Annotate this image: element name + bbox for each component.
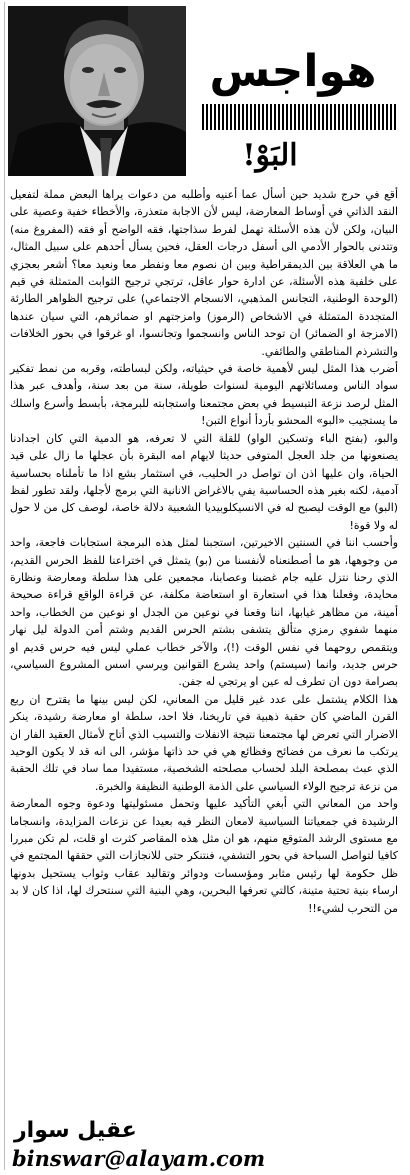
paragraph: أقع في حرج شديد حين أسأل عما أعنيه وأطلبه من دعوات يراها البعض مملة لتفعيل النقد الذاتي في أوساط المعارضة، ليس لأن الاجابة متعذرة، والأخطاء خفية وعصية على البيان، ولكن لأن هذه الأسئلة تهمل لفرط سذاجتها، فقه الواضح أو فقه (المفروغ منه) وتتدنى بالحوار الأدمي الى أسفل درجات العقل، فحين يسأل أحدهم على سبيل المثال، ما هي العلاقة بين الديمقراطية وبين ان نصوم معا ونفطر معا ونعيد معا؟ أشعر بعجزي على خلفية هذه الأسئلة، عن ادارة حوار عاقل، ترتجي ترجيح الثوابت المتمثلة في قيم (الوحدة الوطنية، التجانس المذهبي، الانسجام الاجتماعي) على ترجيح الظواهر الطارئة المتجددة المتمثلة في الاشخاص (الرموز) وامزجتهم او ضمائرهم، التي سيان عندها (الامزجة او الضمائر) ان توحد الناس وانسجموا وتجانسوا، او غرقوا في بحور الخلافات والتشرذم المناطقي والطائفي. (10, 188, 398, 358)
author-photo (8, 6, 186, 176)
author-name: عقيل سوار (14, 1118, 137, 1143)
column-title: هواجس (209, 46, 377, 97)
paragraph: والبو، (بفتح الباء وتسكين الواو) للقلة التي لا تعرفه، هو الدمية التي كان اجدادنا يصنعونها من جلد العجل المتوفى حديثا لايهام امه البقرة بأن عجلها ما زال على قيد الحياة، وان عليها اذن ان تواصل در الحليب، في استثمار بشع اذا ما تأملناه بحساسية آدمية، لكنه بغير هذه الحساسية يفي بالاغراض الانانية التي برمج لأجلها، ولقد تطور لفظ (البو) مع الوقت ليصبح له في الانسيكلوبيديا الشعبية دلالة خاصة، لوصف كل من لا حول له ولا قوة! (10, 431, 398, 532)
column-title-bar (202, 104, 396, 130)
author-email[interactable]: binswar@alayam.com (12, 1146, 266, 1171)
author-portrait-image (8, 6, 186, 176)
print-bleed-mark (324, 1146, 404, 1166)
article-body (10, 186, 398, 917)
paragraph: أضرب هذا المثل ليس لأهمية خاصة في حيثياته، ولكن لبساطته، وقربه من نمط تفكير سواد الناس ومسائلاتهم اليومية لسنوات طويلة، سنة من بعد سنة، وأهدف عبر هذا المثل لرصد نزعة التبسيط في بعض مجتمعنا واستجابته للبرمجة، بأبسط وأسرع واسلك ما يستجيب «البو» المحشو بأردأ أنواع التبن! (10, 362, 398, 428)
paragraph: واحد من المعاني التي أبغي التأكيد عليها وتحمل مسئوليتها ودعوة وجوه المعارضة الرشيدة في جمعياتنا السياسية لامعان النظر فيه بعيدا عن نزعات المزايدة، وانسجاما مع مستوى الرشد المتوقع منهم، هو ان مثل هذه المقاصر كثرت او قلت، لم تكن مبررا كافيا لتواصل السباحة في بحور التشفي، فنتنكر حتى للانجازات التي حققها المجتمع في ظل حكومة لها رئيس مثابر ومؤسسات ودوائر وتقاليد عقاب وثواب يستحيل بدونها ارساء بنية تحتية متينة، كالتي تعرفها البحرين، وهي البنية التي سنتحرك لها، اذا كان لا بد من التحرب لشيء!! (10, 797, 398, 915)
paragraph: هذا الكلام يشتمل على عدد غير قليل من المعاني، لكن ليس بينها ما يقترح ان ربع القرن الماضي كان حقبة ذهبية في تاريخنا، فلا احد، سلطة او معارضة رشيدة، ينكر الاضرار التي تعرض لها مجتمعنا نتيجة الانفلات والتسيب الذي أتاح لأمثال العقيد الفار ان يرتكب ما نعرف من فضائح وفظائع هي في حد ذاتها مؤشر، الى انه قد لا يكون الوحيد الذي عبث بمصلحة البلد لحساب مصلحته الشخصية، مستفيدا مما ساد في تلك الحقبة من نزعة ترجيح الولاء السياسي على الذمة الوطنية النظيفة والخبرة. (10, 692, 398, 793)
article-title: البَوْ! (242, 138, 298, 173)
paragraph: وأحسب اننا في السنتين الاخيرتين، استجبنا لمثل هذه البرمجة استجابات فاجعة، واحد من وجوهها، هو ما أصطنعناه لأنفسنا من (بو) يتمثل في اختراعنا للفظ الحرس القديم، الذي رحنا نتزل عليه جام غضبنا وعصابنا، مجمعين على هذا سلطة ومعارضة ونظارة محايدة، وفعلنا هذا في استعارة او استعاضة مكلفة، عن قراءة الواقع قراءة صحيحة أمينة، من مظاهر غيابها، اننا وقعنا في نوعين من الجدل او نوعين من الخطاب، واحد منهما شفوي رمزي متألق يتشفى بشتم الحرس القديم وشتم أمن الدولة ليل نهار ويتقمص روحهما في نفس الوقت (!)، والآخر خطاب عملي ليس فيه حرس قديم او حرس جديد، وانما (سيستم) واحد يشرع القوانين ويرسي اسس المشروع السياسي، بصرامة دون ان تطرف له عين او يرتجي له جفن. (10, 536, 398, 689)
